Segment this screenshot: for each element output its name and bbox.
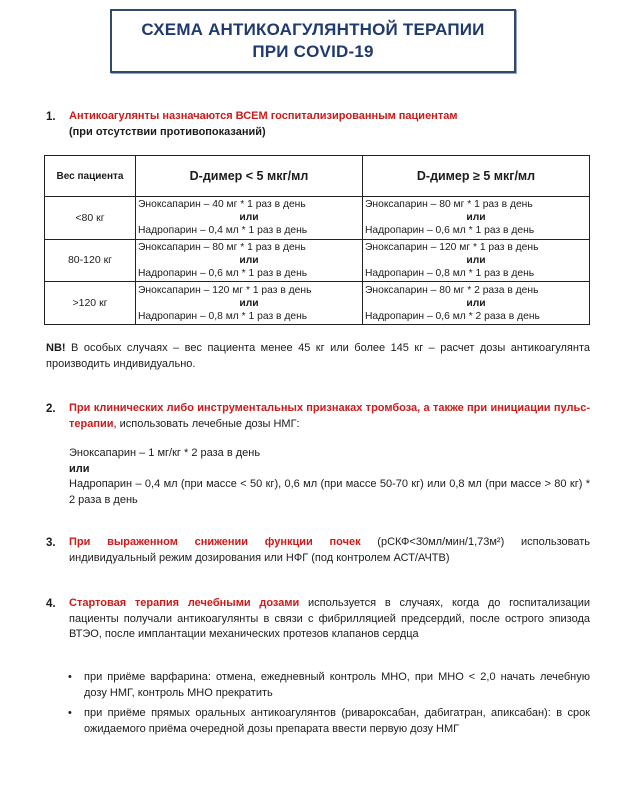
dose-cell-low — [136, 239, 363, 282]
dose-high-a: Эноксапарин – 80 мг * 2 раза в день — [365, 284, 539, 296]
item-4-plain-text: используется в случаях, когда до госпитализации пациенты получали антикоагулянты в связи с фибрилляцией предсердий, после острого эпизода ВТЭО, после имплантации механических протезов клапанов сердца — [69, 597, 590, 640]
title-line-2: ПРИ COVID-19 — [252, 42, 374, 61]
item-1-text — [69, 109, 590, 140]
item-2-dose-1: Эноксапарин – 1 мг/кг * 2 раза в день — [69, 447, 261, 459]
header-ddimer-high: D-димер ≥ 5 мкг/мл — [363, 156, 590, 197]
item-4-bullet-list — [68, 670, 590, 742]
weight-cell: <80 кг — [45, 197, 136, 240]
dose-cell-high — [363, 282, 590, 325]
item-2-dose-2: Надропарин – 0,4 мл (при массе < 50 кг), 0,6 мл (при массе 50-70 кг) или 0,8 мл (при массе > 80 кг) * 2 раза в день — [69, 478, 590, 506]
table-row — [45, 282, 590, 325]
or-label: или — [466, 212, 486, 224]
item-3-text — [69, 535, 590, 566]
item-2-text — [69, 401, 590, 432]
nb-text: В особых случаях – вес пациента менее 45 кг или более 145 кг – расчет дозы антикоагулянта производить индивидуально. — [46, 342, 590, 370]
item-4-text — [69, 596, 590, 643]
bullet-icon: • — [68, 671, 72, 683]
item-2-doses — [69, 446, 590, 508]
nb-note — [46, 341, 590, 372]
bullet-text: при приёме прямых оральных антикоагулянтов (ривароксабан, дабигатран, апиксабан): в срок ожидаемого приёма очередной дозы препарата ввести первую дозу НМГ — [84, 707, 590, 735]
item-3-number: 3. — [46, 537, 56, 549]
table-header-row — [45, 156, 590, 197]
bullet-icon: • — [68, 707, 72, 719]
item-2-or: или — [69, 462, 90, 475]
nb-label: NB! — [46, 342, 66, 354]
item-2-number: 2. — [46, 403, 56, 415]
item-3-red-text: При выраженном снижении функции почек — [69, 536, 361, 548]
dose-low-a: Эноксапарин – 40 мг * 1 раз в день — [138, 199, 306, 211]
item-2-red-text: При клинических либо инструментальных признаках тромбоза, а также при инициации пульс-терапии — [69, 402, 590, 430]
item-4-red-text: Стартовая терапия лечебными дозами — [69, 597, 300, 609]
or-label: или — [239, 212, 259, 224]
dose-low-b: Надропарин – 0,6 мл * 1 раз в день — [138, 267, 308, 279]
item-4-number: 4. — [46, 598, 56, 610]
title-box — [110, 9, 516, 73]
dosing-table — [44, 155, 590, 325]
table-row — [45, 197, 590, 240]
dose-high-b: Надропарин – 0,6 мл * 1 раз в день — [365, 225, 535, 237]
table-row — [45, 239, 590, 282]
dose-high-b: Надропарин – 0,8 мл * 1 раз в день — [365, 267, 535, 279]
or-label: или — [239, 297, 259, 309]
item-1-red-text: Антикоагулянты назначаются ВСЕМ госпитализированным пациентам — [69, 110, 458, 122]
title-line-1: СХЕМА АНТИКОАГУЛЯНТНОЙ ТЕРАПИИ — [141, 20, 485, 39]
item-2-plain-text: , использовать лечебные дозы НМГ: — [113, 417, 300, 430]
or-label: или — [239, 254, 259, 266]
bullet-text: при приёме варфарина: отмена, ежедневный контроль МНО, при МНО < 2,0 начать лечебную дозу НМГ, контроль МНО прекратить — [84, 671, 590, 699]
dose-cell-high — [363, 239, 590, 282]
item-3-plain-text: (рСКФ<30мл/мин/1,73м²) использовать индивидуальный режим дозирования или НФГ (под контролем АСТ/АЧТВ) — [69, 536, 590, 564]
list-item — [68, 706, 590, 737]
or-label: или — [466, 254, 486, 266]
weight-cell: >120 кг — [45, 282, 136, 325]
dose-high-a: Эноксапарин – 80 мг * 1 раз в день — [365, 199, 533, 211]
dose-low-b: Надропарин – 0,4 мл * 1 раз в день — [138, 225, 308, 237]
item-1-bold-text: (при отсутствии противопоказаний) — [69, 125, 266, 138]
header-weight: Вес пациента — [45, 156, 136, 197]
header-ddimer-low: D-димер < 5 мкг/мл — [136, 156, 363, 197]
dose-low-a: Эноксапарин – 120 мг * 1 раз в день — [138, 284, 312, 296]
dose-high-b: Надропарин – 0,6 мл * 2 раза в день — [365, 310, 540, 322]
dose-low-a: Эноксапарин – 80 мг * 1 раз в день — [138, 241, 306, 253]
dose-high-a: Эноксапарин – 120 мг * 1 раз в день — [365, 241, 539, 253]
item-1-number: 1. — [46, 111, 56, 123]
weight-cell: 80-120 кг — [45, 239, 136, 282]
list-item — [68, 670, 590, 701]
dose-cell-high — [363, 197, 590, 240]
or-label: или — [466, 297, 486, 309]
dose-low-b: Надропарин – 0,8 мл * 1 раз в день — [138, 310, 308, 322]
dose-cell-low — [136, 282, 363, 325]
dose-cell-low — [136, 197, 363, 240]
